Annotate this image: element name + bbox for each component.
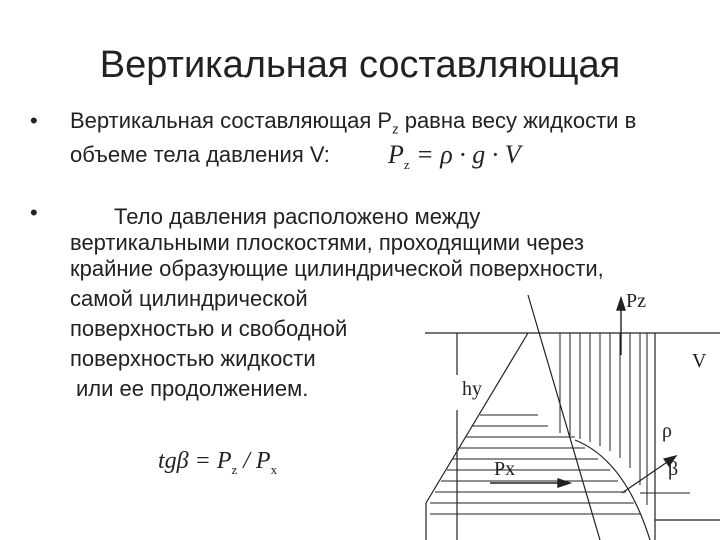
bullet-2-line-2: вертикальными плоскостями, проходящими через: [70, 230, 584, 255]
slide-title: Вертикальная составляющая: [99, 44, 621, 86]
formula-pz: $P_z = \rho \cdot g \cdot V$: [388, 140, 521, 173]
bullet-1-line-1: Вертикальная составляющая $P_z$ равна весу жидкости в: [70, 108, 637, 137]
label-px: Px: [494, 458, 516, 480]
label-beta: β: [668, 458, 679, 480]
bullet-2-line-5: поверхностью и свободной: [70, 316, 348, 341]
label-rho: ρ: [662, 420, 672, 442]
horizontal-pressure-hatching: [430, 415, 640, 514]
label-hy: hy: [462, 378, 482, 400]
bullet-2-line-3: крайние образующие цилиндрической поверхности,: [70, 256, 604, 281]
label-v: V: [692, 350, 707, 372]
formula-tg-beta: $tg\beta = P_z / P_x$: [158, 448, 278, 477]
pz-arrow: [617, 298, 625, 355]
bullet-1-line-2: объеме тела давления V:: [70, 142, 330, 168]
bullet-2-line-4: самой цилиндрической: [70, 286, 308, 311]
bullet-2-line-6: поверхностью жидкости: [70, 346, 316, 371]
bullet-marker-1: •: [30, 108, 38, 133]
bullet-2-line-1: Тело давления расположено между: [114, 204, 481, 229]
bullet-2-line-7: или ее продолжением.: [76, 376, 309, 401]
pressure-body-hatching: [560, 333, 647, 505]
label-pz: Pz: [626, 290, 646, 312]
cylindrical-surface-arc: [575, 440, 650, 540]
bullet-marker-2: •: [30, 200, 38, 225]
